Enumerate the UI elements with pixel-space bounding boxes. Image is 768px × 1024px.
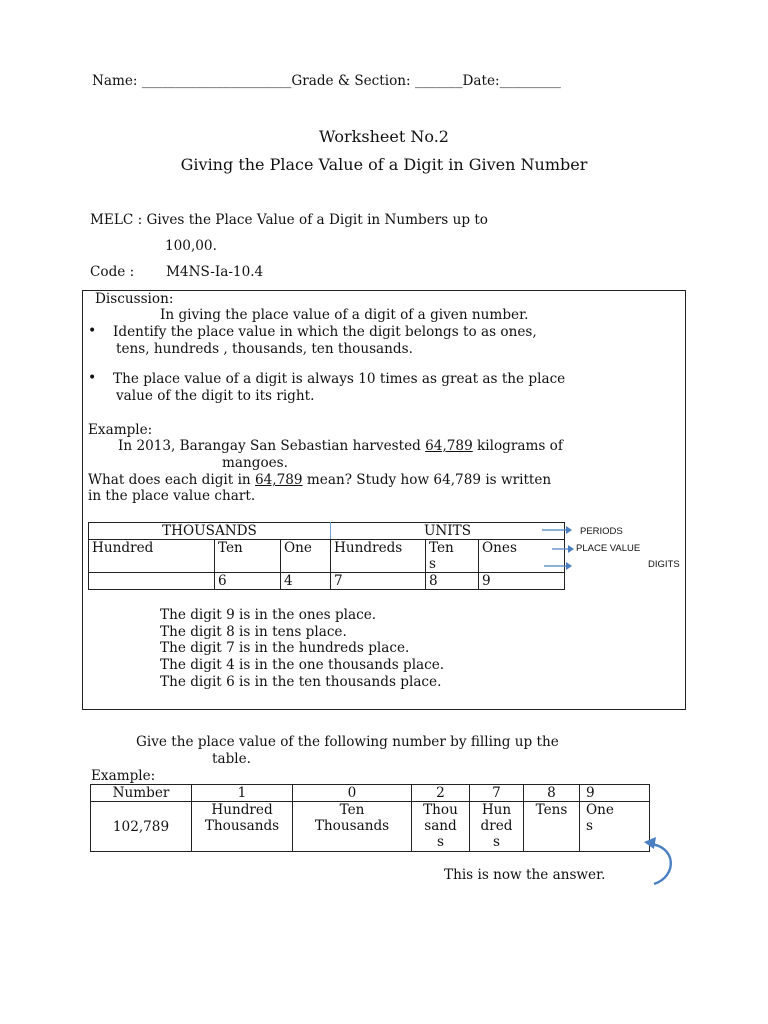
digit-statement: The digit 4 is in the one thousands place.	[160, 657, 445, 673]
pv-hundred: Hundred	[89, 540, 215, 573]
digit-cell: 9	[479, 573, 565, 590]
digit-cell	[89, 573, 215, 590]
name-grade-date-line: Name: ______________________Grade & Section: _______Date:_________	[92, 73, 561, 89]
digit-header: 1	[192, 785, 293, 802]
pv-one: One	[281, 540, 331, 573]
discussion-heading: Discussion:	[95, 291, 174, 307]
bullet-1-line-2: tens, hundreds , thousands, ten thousands.	[116, 341, 413, 357]
answer-cell: Hundred Thousands	[192, 802, 293, 852]
digit-statement: The digit 6 is in the ten thousands place.	[160, 674, 442, 690]
digit-header: 8	[524, 785, 580, 802]
curved-arrow-icon	[642, 836, 682, 890]
melc-line-2: 100,00.	[165, 238, 217, 254]
code-label: Code :	[90, 264, 135, 280]
digit-statement: The digit 9 is in the ones place.	[160, 607, 377, 623]
answer-note: This is now the answer.	[444, 867, 606, 883]
periods-label: PERIODS	[580, 526, 623, 537]
example-line-3: What does each digit in 64,789 mean? Study how 64,789 is written	[88, 472, 552, 488]
question-number: 64,789	[255, 472, 303, 488]
example-line-4: in the place value chart.	[88, 488, 256, 504]
bullet-2-line-1: The place value of a digit is always 10 times as great as the place	[113, 371, 566, 387]
answer-cell: Ten Thousands	[293, 802, 412, 852]
exercise-instruction-2: table.	[212, 751, 251, 767]
digit-header: 0	[293, 785, 412, 802]
period-units: UNITS	[331, 523, 565, 540]
exercise-number: 102,789	[91, 802, 192, 852]
pv-ones: Ones	[479, 540, 565, 573]
digit-cell: 8	[426, 573, 479, 590]
example-label: Example:	[88, 422, 153, 438]
answer-cell: Hun dred s	[470, 802, 524, 852]
digits-row	[89, 573, 565, 590]
answer-cell: One s	[580, 802, 650, 852]
exercise-table	[90, 784, 650, 852]
bullet-1-marker: •	[88, 323, 97, 339]
period-thousands: THOUSANDS	[89, 523, 331, 540]
example-line-1: In 2013, Barangay San Sebastian harvested 64,789 kilograms of	[118, 438, 563, 454]
worksheet-subtitle: Giving the Place Value of a Digit in Given Number	[180, 155, 588, 174]
digit-cell: 4	[281, 573, 331, 590]
melc-line-1: MELC : Gives the Place Value of a Digit in Numbers up to	[90, 212, 488, 228]
bullet-2-line-2: value of the digit to its right.	[116, 388, 315, 404]
place-value-row	[89, 540, 565, 573]
digits-label: DIGITS	[648, 559, 680, 570]
worksheet-title: Worksheet No.2	[319, 127, 449, 146]
bullet-2-marker: •	[88, 370, 97, 386]
place-value-label: PLACE VALUE	[576, 543, 641, 554]
exercise-header-row	[91, 785, 650, 802]
exercise-instruction-1: Give the place value of the following number by filling up the	[136, 734, 559, 750]
digit-header: 7	[470, 785, 524, 802]
example-line-2: mangoes.	[222, 455, 288, 471]
digit-statement: The digit 7 is in the hundreds place.	[160, 640, 410, 656]
place-value-chart	[88, 522, 565, 590]
exercise-example-label: Example:	[91, 768, 156, 784]
digit-header: 9	[580, 785, 650, 802]
digit-statement: The digit 8 is in tens place.	[160, 624, 347, 640]
periods-row	[89, 523, 565, 540]
digit-cell: 7	[331, 573, 426, 590]
digit-header: 2	[412, 785, 470, 802]
harvest-number: 64,789	[425, 438, 473, 454]
digit-cell: 6	[215, 573, 281, 590]
pv-tens: Ten s	[426, 540, 479, 573]
discussion-intro: In giving the place value of a digit of a given number.	[160, 307, 529, 323]
exercise-answer-row	[91, 802, 650, 852]
number-header: Number	[91, 785, 192, 802]
chart-arrows	[538, 524, 578, 574]
pv-hundreds: Hundreds	[331, 540, 426, 573]
bullet-1-line-1: Identify the place value in which the digit belongs to as ones,	[113, 324, 537, 340]
code-value: M4NS-Ia-10.4	[166, 264, 264, 280]
answer-cell: Thou sand s	[412, 802, 470, 852]
pv-ten: Ten	[215, 540, 281, 573]
answer-cell: Tens	[524, 802, 580, 852]
